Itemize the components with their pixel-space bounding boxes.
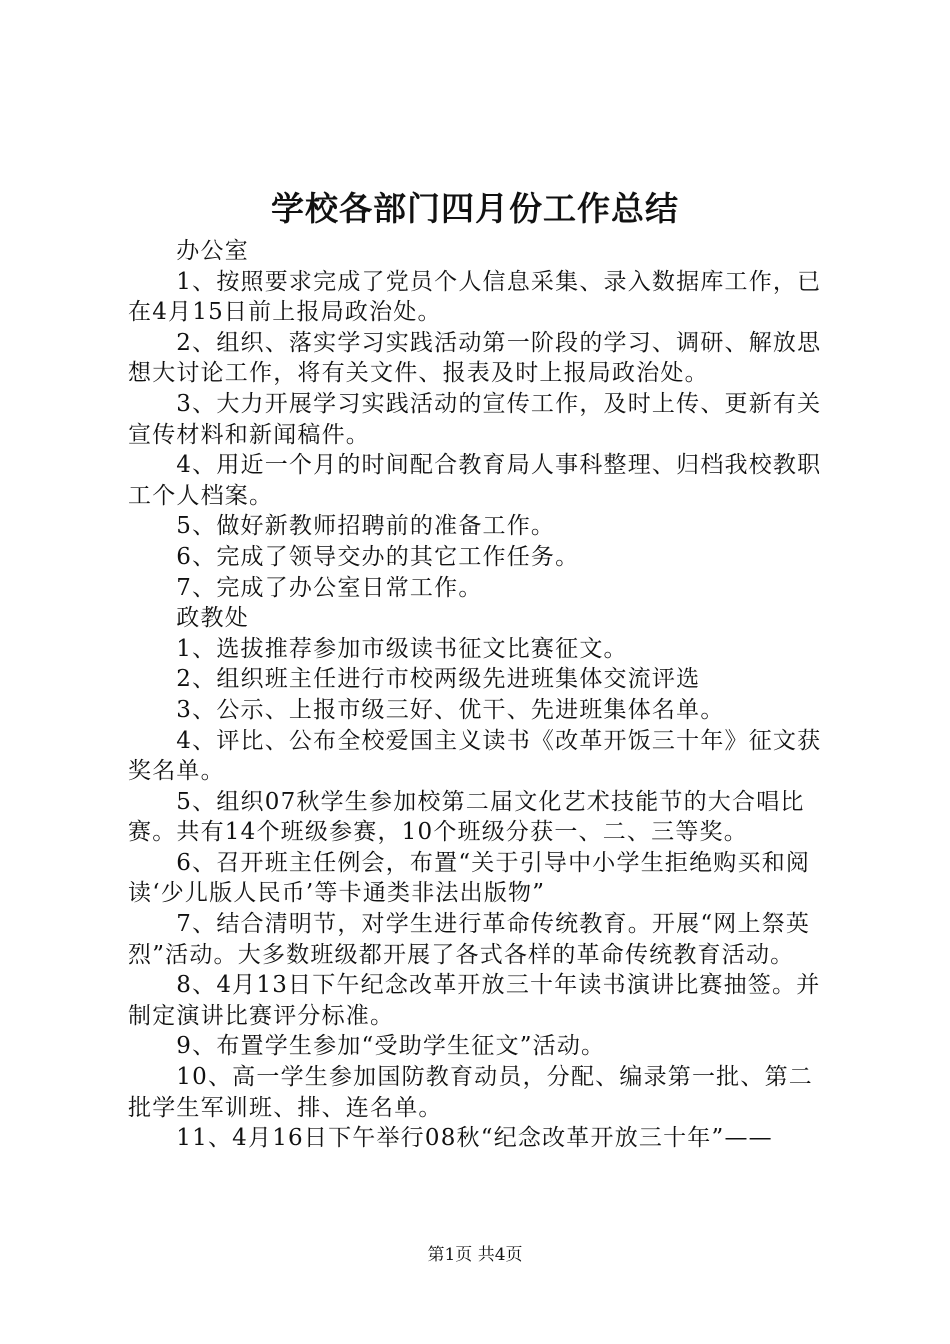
paragraph: 8、4月13日下午纪念改革开放三十年读书演讲比赛抽签。并制定演讲比赛评分标准。 (128, 972, 821, 1029)
paragraph: 4、用近一个月的时间配合教育局人事科整理、归档我校教职工个人档案。 (128, 452, 822, 509)
paragraph: 7、完成了办公室日常工作。 (176, 574, 483, 601)
paragraph: 4、评比、公布全校爱国主义读书《改革开饭三十年》征文获奖名单。 (128, 727, 822, 785)
document-title: 学校各部门四月份工作总结 (271, 189, 679, 228)
paragraph: 3、公示、上报市级三好、优干、先进班集体名单。 (176, 696, 725, 723)
paragraph: 7、结合清明节，对学生进行革命传统教育。开展“网上祭英烈”活动。大多数班级都开展了各式各样的革命传统教育活动。 (128, 911, 811, 968)
paragraph: 10、高一学生参加国防教育动员，分配、编录第一批、第二批学生军训班、排、连名单。 (128, 1064, 813, 1121)
paragraph: 3、大力开展学习实践活动的宣传工作，及时上传、更新有关宣传材料和新闻稿件。 (128, 390, 822, 448)
paragraph: 6、召开班主任例会，布置“关于引导中小学生拒绝购买和阅读‘少儿版人民币’等卡通类非法出版物” (128, 849, 811, 907)
paragraph: 5、做好新教师招聘前的准备工作。 (176, 513, 556, 540)
paragraph: 9、布置学生参加“受助学生征文”活动。 (176, 1033, 606, 1060)
paragraph: 6、完成了领导交办的其它工作任务。 (176, 543, 580, 570)
paragraph: 2、组织班主任进行市校两级先进班集体交流评选 (176, 666, 701, 693)
page-number-footer: 第1页 共4页 (427, 1245, 523, 1265)
paragraph: 5、组织07秋学生参加校第二届文化艺术技能节的大合唱比赛。共有14个班级参赛，10个班级分获一、二、三等奖。 (128, 788, 805, 846)
paragraph: 1、按照要求完成了党员个人信息采集、录入数据库工作，已在4月15日前上报局政治处。 (128, 268, 822, 326)
paragraph: 11、4月16日下午举行08秋“纪念改革开放三十年”—— (176, 1125, 773, 1152)
paragraph: 2、组织、落实学习实践活动第一阶段的学习、调研、解放思想大讨论工作，将有关文件、报表及时上报局政治处。 (128, 329, 822, 387)
section-heading-office: 办公室 (176, 238, 249, 264)
paragraph: 1、选拔推荐参加市级读书征文比赛征文。 (176, 635, 628, 662)
section-heading-political-education: 政教处 (176, 605, 249, 632)
document-body (128, 236, 836, 1154)
